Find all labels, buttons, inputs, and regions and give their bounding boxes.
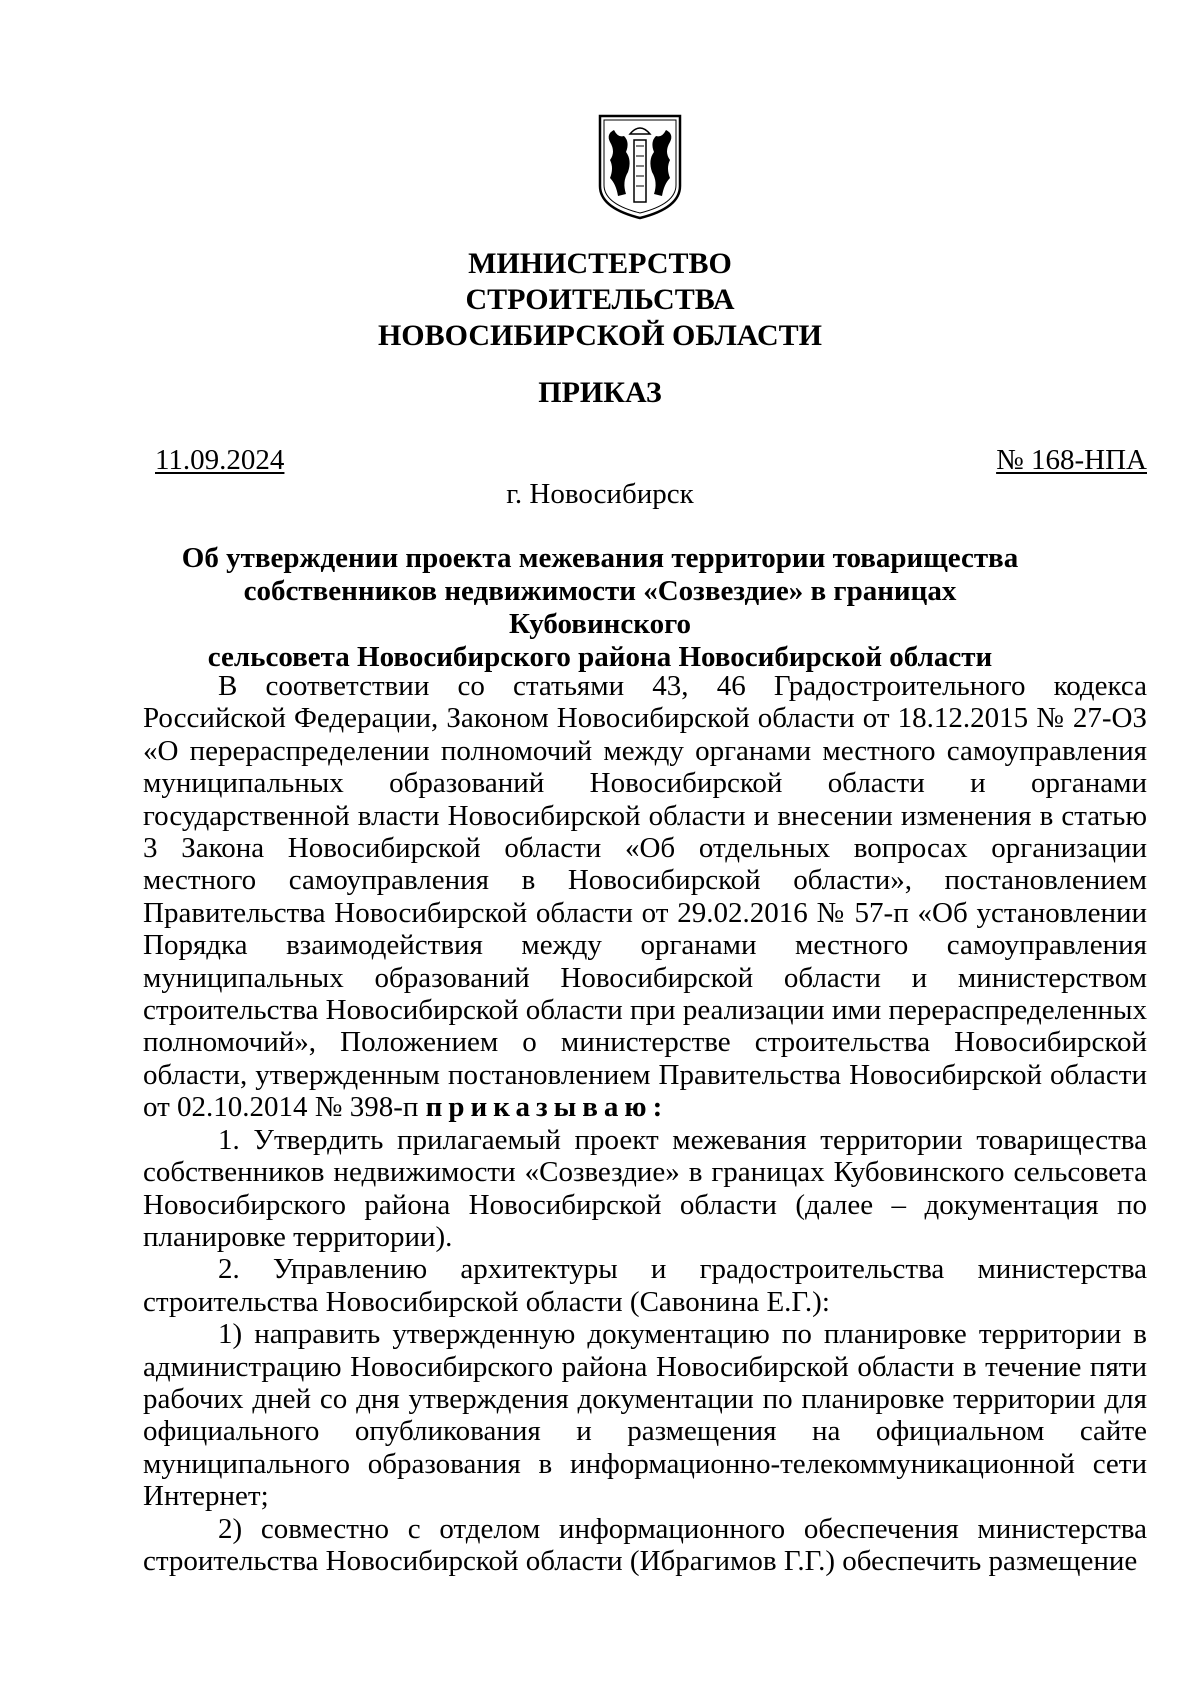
subject-line-2: собственников недвижимости «Созвездие» в границах Кубовинского bbox=[243, 575, 957, 640]
order-body bbox=[143, 670, 1147, 1577]
preamble-text: В соответствии со статьями 43, 46 Градостроительного кодекса Российской Федерации, Законом Новосибирской области от 18.12.2015 № 27-ОЗ «О перераспределении полномочий между органами местного самоуправления муниципальных образований Новосибирской области и органами государственной власти Новосибирской области и внесении изменения в статью 3 Закона Новосибирской области «Об отдельных вопросах организации местного самоуправления в Новосибирской области», постановлением Правительства Новосибирской области от 29.02.2016 № 57-п «Об установлении Порядка взаимодействия между органами местного самоуправления муниципальных образований Новосибирской области и министерством строительства Новосибирской области при реализации ими перераспределенных полномочий», Положением о министерстве строительства Новосибирской области, утвержденным постановлением Правительства Новосибирской области от 02.10.2014 № 398-п bbox=[143, 670, 1147, 1124]
order-city: г. Новосибирск bbox=[506, 478, 694, 510]
order-date: 11.09.2024 bbox=[155, 444, 285, 476]
coat-of-arms-icon bbox=[596, 112, 684, 220]
order-subject bbox=[180, 542, 1020, 674]
subject-line-3: сельсовета Новосибирского района Новосибирской области bbox=[207, 641, 993, 673]
order-number: № 168-НПА bbox=[996, 444, 1147, 476]
preamble-paragraph bbox=[143, 670, 1147, 1124]
ministry-name bbox=[0, 246, 1200, 354]
document-type: ПРИКАЗ bbox=[538, 376, 662, 409]
item-2: 2. Управлению архитектуры и градостроительства министерства строительства Новосибирской области (Савонина Е.Г.): bbox=[143, 1253, 1147, 1318]
subject-line-1: Об утверждении проекта межевания территории товарищества bbox=[181, 542, 1019, 574]
item-2-2: 2) совместно с отделом информационного обеспечения министерства строительства Новосибирской области (Ибрагимов Г.Г.) обеспечить размещение bbox=[143, 1512, 1147, 1577]
item-1: 1. Утвердить прилагаемый проект межевания территории товарищества собственников недвижимости «Созвездие» в границах Кубовинского сельсовета Новосибирского района Новосибирской области (далее – документация по планировке территории). bbox=[143, 1123, 1147, 1253]
order-word: приказываю: bbox=[425, 1091, 669, 1124]
item-2-1: 1) направить утвержденную документацию по планировке территории в администрацию Новосибирского района Новосибирской области в течение пяти рабочих дней со дня утверждения документации по планировке территории для официального опубликования и размещения на официальном сайте муниципального образования в информационно-телекоммуникационной сети Интернет; bbox=[143, 1318, 1147, 1513]
ministry-line-1: МИНИСТЕРСТВО bbox=[468, 247, 732, 280]
ministry-line-2: СТРОИТЕЛЬСТВА bbox=[465, 283, 735, 316]
ministry-line-3: НОВОСИБИРСКОЙ ОБЛАСТИ bbox=[377, 319, 823, 352]
